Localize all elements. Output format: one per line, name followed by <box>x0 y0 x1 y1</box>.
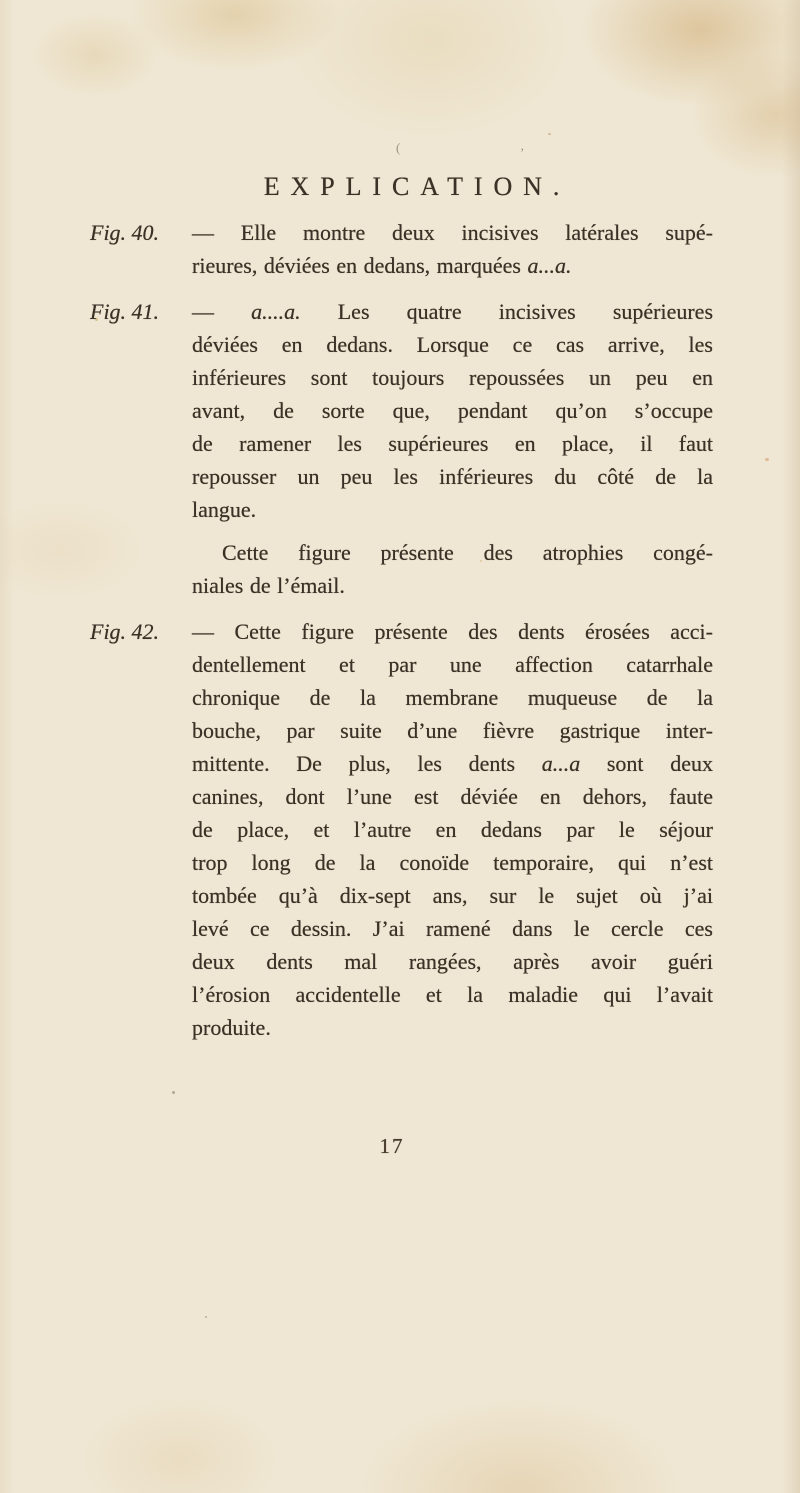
text-segment: de place, et l’autre en dedans par le séjour <box>192 817 713 842</box>
paper-speck <box>765 458 769 461</box>
text-line <box>192 1011 713 1044</box>
text-segment: langue. <box>192 497 257 522</box>
text-segment: Les quatre incisives supérieures <box>300 299 714 324</box>
stray-ink-mark: ( <box>396 140 401 155</box>
text-segment: inférieures sont toujours repoussées un peu en <box>192 365 713 390</box>
text-segment: de ramener les supérieures en place, il faut <box>192 431 713 456</box>
paragraph <box>192 615 713 1044</box>
text-segment: repousser un peu les inférieures du côté de la <box>192 464 713 489</box>
text-line <box>192 295 713 328</box>
text-line <box>192 978 713 1011</box>
text-segment: — <box>192 299 252 324</box>
text-segment: chronique de la membrane muqueuse de la <box>192 685 713 710</box>
text-line <box>192 249 713 282</box>
text-segment: deux dents mal rangées, après avoir guéri <box>192 949 713 974</box>
text-segment: dentellement et par une affection catarrhale <box>192 652 713 677</box>
tooth-marker-reference: a....a. <box>251 299 301 324</box>
figure-label: Fig. 40. <box>90 220 160 245</box>
paper-speck <box>548 133 551 135</box>
text-line <box>192 328 713 361</box>
paragraph <box>192 536 713 602</box>
text-line <box>192 846 713 879</box>
text-line <box>192 945 713 978</box>
text-segment: Cette figure présente des atrophies congé- <box>222 540 713 565</box>
text-line <box>192 813 713 846</box>
text-line <box>192 361 713 394</box>
paragraph <box>192 216 713 282</box>
text-segment: déviées en dedans. Lorsque ce cas arrive, les <box>192 332 713 357</box>
text-line <box>192 427 713 460</box>
text-segment: mittente. De plus, les dents <box>192 751 542 776</box>
figure-label: Fig. 42. <box>90 619 160 644</box>
text-segment: trop long de la conoïde temporaire, qui n’est <box>192 850 713 875</box>
text-line <box>192 615 713 648</box>
text-segment: — Cette figure présente des dents érosées acci- <box>192 619 713 644</box>
text-line <box>192 394 713 427</box>
text-segment: niales de l’émail. <box>192 573 345 598</box>
text-segment: sont deux <box>580 751 713 776</box>
paper-speck <box>172 1091 175 1094</box>
text-line <box>192 912 713 945</box>
page-number: 17 <box>379 1134 405 1158</box>
figure-entry <box>90 295 714 602</box>
tooth-marker-reference: a...a <box>541 751 581 776</box>
text-segment: l’érosion accidentelle et la maladie qui l’avait <box>192 982 713 1007</box>
paragraph <box>192 295 713 526</box>
text-segment: avant, de sorte que, pendant qu’on s’occupe <box>192 398 713 423</box>
text-line <box>192 681 713 714</box>
text-line <box>192 536 713 569</box>
figure-explanations <box>90 216 714 1057</box>
text-segment: bouche, par suite d’une fièvre gastrique inter- <box>192 718 713 743</box>
paper-speck <box>205 1316 207 1318</box>
text-line <box>192 569 713 602</box>
tooth-marker-reference: a...a. <box>527 253 572 278</box>
text-line <box>192 747 713 780</box>
text-line <box>192 714 713 747</box>
text-segment: canines, dont l’une est déviée en dehors, faute <box>192 784 713 809</box>
text-line <box>192 460 713 493</box>
text-line <box>192 648 713 681</box>
text-segment: rieures, déviées en dedans, marquées <box>192 253 528 278</box>
text-segment: levé ce dessin. J’ai ramené dans le cercle ces <box>192 916 713 941</box>
text-segment: tombée qu’à dix-sept ans, sur le sujet où j’ai <box>192 883 713 908</box>
figure-label: Fig. 41. <box>90 299 160 324</box>
text-segment: produite. <box>192 1015 271 1040</box>
text-line <box>192 879 713 912</box>
text-line <box>192 216 713 249</box>
figure-entry <box>90 615 713 1044</box>
figure-entry <box>90 216 713 282</box>
text-line <box>192 493 713 526</box>
text-line <box>192 780 713 813</box>
page-title: EXPLICATION. <box>263 172 571 201</box>
text-segment: — Elle montre deux incisives latérales supé- <box>192 220 713 245</box>
stray-ink-mark: ’ <box>520 145 525 160</box>
